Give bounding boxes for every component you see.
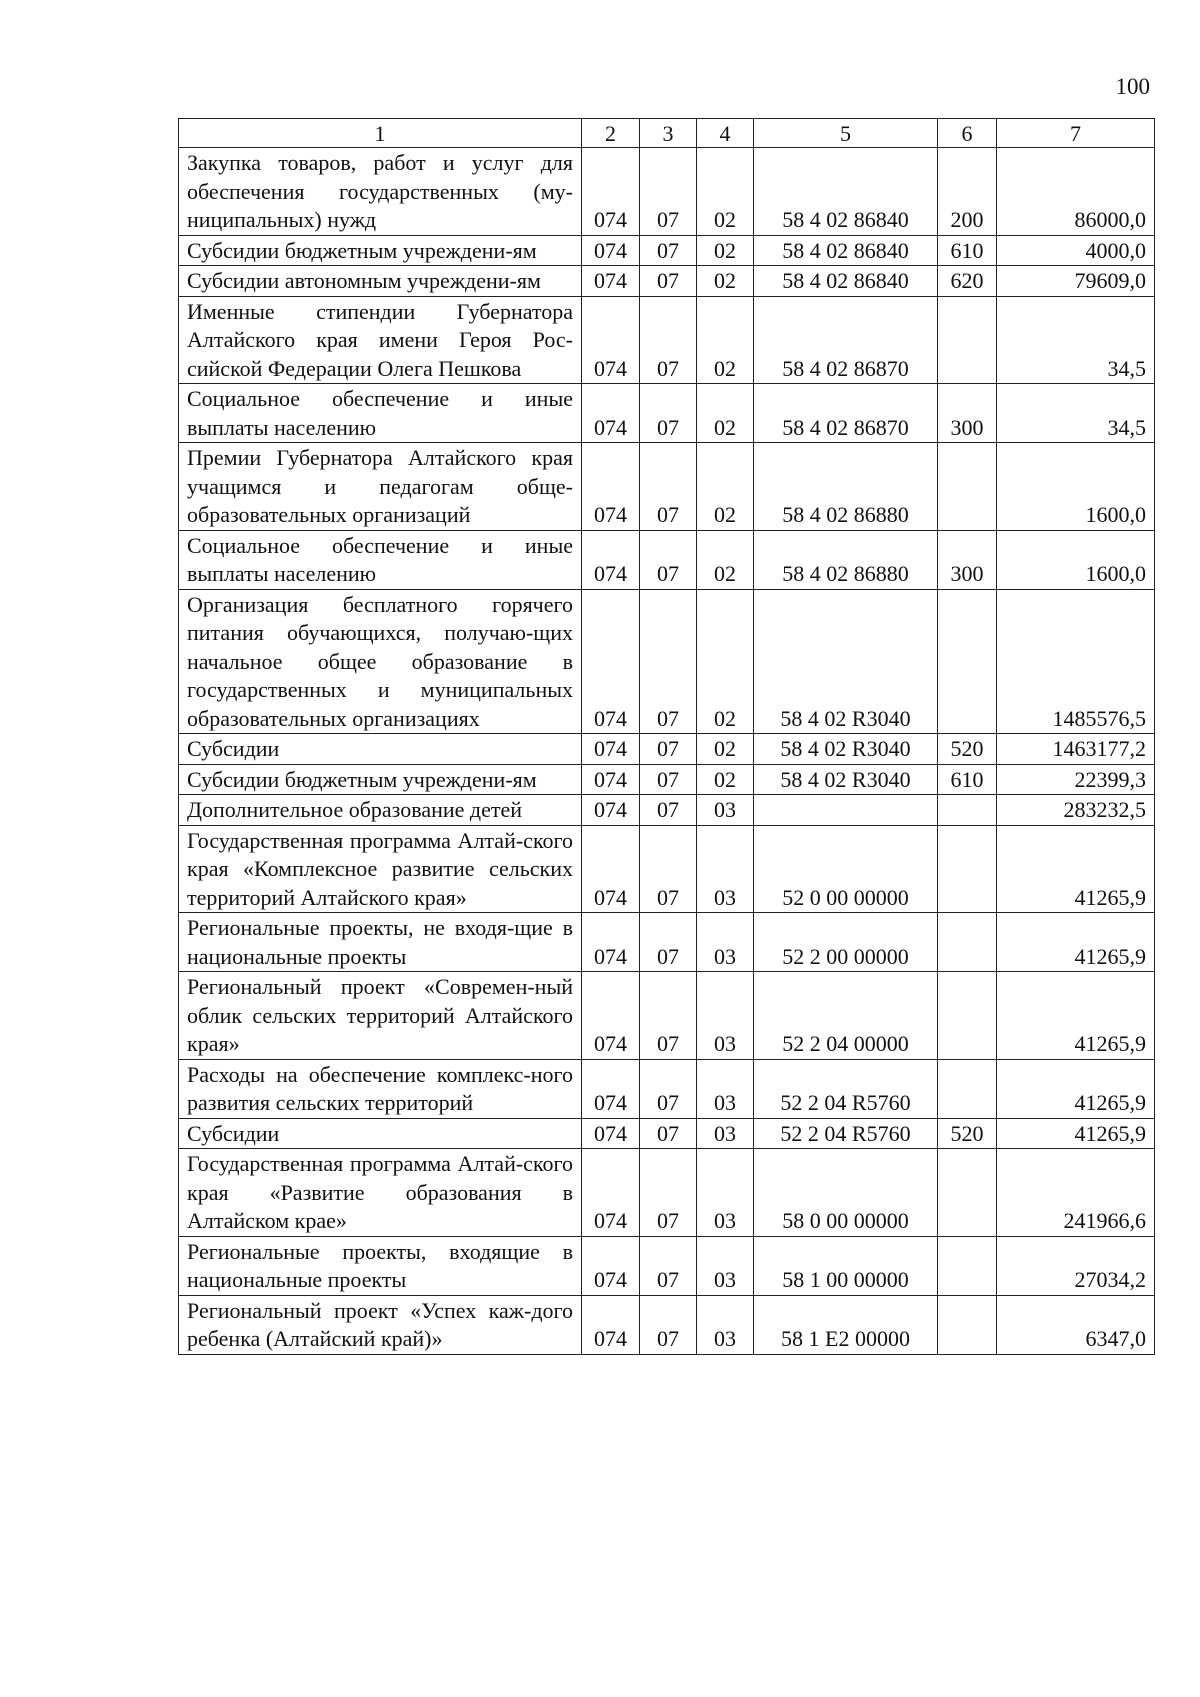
- row-expense-type: [938, 443, 997, 531]
- row-target-code: [754, 795, 938, 826]
- row-amount: 6347,0: [997, 1295, 1155, 1354]
- row-subsection-code: 02: [697, 530, 754, 589]
- row-section-code: 07: [640, 235, 697, 266]
- header-col-2: 2: [582, 119, 640, 148]
- table-row: [179, 1295, 1155, 1354]
- row-target-code: 52 2 04 00000: [754, 972, 938, 1060]
- row-section-code: 07: [640, 296, 697, 384]
- row-section-code: 07: [640, 384, 697, 443]
- row-ministry-code: 074: [582, 235, 640, 266]
- row-target-code: 58 1 00 00000: [754, 1236, 938, 1295]
- row-amount: 34,5: [997, 384, 1155, 443]
- row-name: Расходы на обеспечение комплекс-ного развития сельских территорий: [179, 1059, 582, 1118]
- table-row: [179, 795, 1155, 826]
- row-expense-type: [938, 795, 997, 826]
- row-target-code: 58 1 E2 00000: [754, 1295, 938, 1354]
- row-amount: 4000,0: [997, 235, 1155, 266]
- row-ministry-code: 074: [582, 795, 640, 826]
- row-expense-type: [938, 972, 997, 1060]
- row-ministry-code: 074: [582, 296, 640, 384]
- row-target-code: 52 2 04 R5760: [754, 1059, 938, 1118]
- row-section-code: 07: [640, 972, 697, 1060]
- row-expense-type: 610: [938, 764, 997, 795]
- row-amount: 1600,0: [997, 530, 1155, 589]
- row-expense-type: 300: [938, 530, 997, 589]
- row-subsection-code: 02: [697, 443, 754, 531]
- row-section-code: 07: [640, 443, 697, 531]
- row-section-code: 07: [640, 825, 697, 913]
- row-expense-type: [938, 1236, 997, 1295]
- row-subsection-code: 03: [697, 825, 754, 913]
- row-section-code: 07: [640, 589, 697, 734]
- row-name: Государственная программа Алтай-ского края «Развитие образования в Алтайском крае»: [179, 1149, 582, 1237]
- row-name: Субсидии бюджетным учреждени-ям: [179, 235, 582, 266]
- row-amount: 27034,2: [997, 1236, 1155, 1295]
- row-section-code: 07: [640, 530, 697, 589]
- row-amount: 1463177,2: [997, 734, 1155, 765]
- header-col-7: 7: [997, 119, 1155, 148]
- row-ministry-code: 074: [582, 972, 640, 1060]
- table-row: [179, 1149, 1155, 1237]
- table-row: [179, 972, 1155, 1060]
- row-ministry-code: 074: [582, 266, 640, 297]
- row-target-code: 58 4 02 86870: [754, 384, 938, 443]
- header-col-5: 5: [754, 119, 938, 148]
- row-section-code: 07: [640, 795, 697, 826]
- table-row: [179, 913, 1155, 972]
- row-ministry-code: 074: [582, 443, 640, 531]
- row-amount: 1485576,5: [997, 589, 1155, 734]
- row-expense-type: 620: [938, 266, 997, 297]
- row-section-code: 07: [640, 734, 697, 765]
- row-section-code: 07: [640, 1118, 697, 1149]
- row-subsection-code: 02: [697, 384, 754, 443]
- row-target-code: 52 2 00 00000: [754, 913, 938, 972]
- row-expense-type: [938, 1295, 997, 1354]
- row-name: Социальное обеспечение и иные выплаты населению: [179, 384, 582, 443]
- row-subsection-code: 03: [697, 1059, 754, 1118]
- row-target-code: 58 4 02 86880: [754, 443, 938, 531]
- budget-table: [178, 118, 1155, 1355]
- row-section-code: 07: [640, 266, 697, 297]
- row-subsection-code: 03: [697, 913, 754, 972]
- row-name: Организация бесплатного горячего питания обучающихся, получаю-щих начальное общее образование в государственных и муниципальных образовательных организациях: [179, 589, 582, 734]
- table-row: [179, 764, 1155, 795]
- header-row: [179, 119, 1155, 148]
- row-target-code: 58 4 02 R3040: [754, 589, 938, 734]
- row-ministry-code: 074: [582, 1236, 640, 1295]
- row-subsection-code: 03: [697, 1295, 754, 1354]
- table-row: [179, 530, 1155, 589]
- row-ministry-code: 074: [582, 764, 640, 795]
- header-col-6: 6: [938, 119, 997, 148]
- row-target-code: 52 2 04 R5760: [754, 1118, 938, 1149]
- row-section-code: 07: [640, 764, 697, 795]
- row-name: Дополнительное образование детей: [179, 795, 582, 826]
- row-ministry-code: 074: [582, 589, 640, 734]
- row-subsection-code: 02: [697, 589, 754, 734]
- row-subsection-code: 02: [697, 148, 754, 236]
- row-ministry-code: 074: [582, 1118, 640, 1149]
- table-row: [179, 443, 1155, 531]
- table-row: [179, 1118, 1155, 1149]
- table-row: [179, 1236, 1155, 1295]
- row-ministry-code: 074: [582, 530, 640, 589]
- row-expense-type: [938, 1059, 997, 1118]
- row-ministry-code: 074: [582, 1295, 640, 1354]
- row-expense-type: 300: [938, 384, 997, 443]
- row-ministry-code: 074: [582, 148, 640, 236]
- row-subsection-code: 03: [697, 1236, 754, 1295]
- row-subsection-code: 02: [697, 235, 754, 266]
- table-row: [179, 148, 1155, 236]
- row-expense-type: 610: [938, 235, 997, 266]
- table-row: [179, 1059, 1155, 1118]
- row-amount: 241966,6: [997, 1149, 1155, 1237]
- row-name: Субсидии: [179, 1118, 582, 1149]
- row-ministry-code: 074: [582, 1149, 640, 1237]
- table-row: [179, 384, 1155, 443]
- row-amount: 41265,9: [997, 825, 1155, 913]
- row-subsection-code: 03: [697, 1118, 754, 1149]
- row-section-code: 07: [640, 913, 697, 972]
- table-body: [179, 148, 1155, 1355]
- row-amount: 41265,9: [997, 1118, 1155, 1149]
- row-expense-type: 520: [938, 734, 997, 765]
- row-name: Социальное обеспечение и иные выплаты населению: [179, 530, 582, 589]
- row-expense-type: [938, 296, 997, 384]
- row-name: Региональный проект «Успех каж-дого ребенка (Алтайский край)»: [179, 1295, 582, 1354]
- row-expense-type: [938, 589, 997, 734]
- row-name: Региональные проекты, входящие в национальные проекты: [179, 1236, 582, 1295]
- row-subsection-code: 03: [697, 972, 754, 1060]
- row-amount: 79609,0: [997, 266, 1155, 297]
- header-col-1: 1: [179, 119, 582, 148]
- row-ministry-code: 074: [582, 1059, 640, 1118]
- row-name: Региональный проект «Современ-ный облик сельских территорий Алтайского края»: [179, 972, 582, 1060]
- table-row: [179, 825, 1155, 913]
- row-ministry-code: 074: [582, 384, 640, 443]
- row-subsection-code: 02: [697, 764, 754, 795]
- row-amount: 41265,9: [997, 972, 1155, 1060]
- row-expense-type: [938, 913, 997, 972]
- table-row: [179, 235, 1155, 266]
- row-amount: 34,5: [997, 296, 1155, 384]
- row-amount: 1600,0: [997, 443, 1155, 531]
- row-expense-type: 200: [938, 148, 997, 236]
- row-amount: 283232,5: [997, 795, 1155, 826]
- row-name: Региональные проекты, не входя-щие в национальные проекты: [179, 913, 582, 972]
- row-amount: 41265,9: [997, 913, 1155, 972]
- row-target-code: 58 4 02 86880: [754, 530, 938, 589]
- header-col-3: 3: [640, 119, 697, 148]
- row-amount: 41265,9: [997, 1059, 1155, 1118]
- row-section-code: 07: [640, 148, 697, 236]
- row-target-code: 52 0 00 00000: [754, 825, 938, 913]
- row-amount: 22399,3: [997, 764, 1155, 795]
- table-row: [179, 266, 1155, 297]
- row-target-code: 58 4 02 R3040: [754, 764, 938, 795]
- row-name: Субсидии бюджетным учреждени-ям: [179, 764, 582, 795]
- row-name: Субсидии: [179, 734, 582, 765]
- row-target-code: 58 4 02 86840: [754, 266, 938, 297]
- row-name: Субсидии автономным учреждени-ям: [179, 266, 582, 297]
- row-ministry-code: 074: [582, 913, 640, 972]
- row-ministry-code: 074: [582, 825, 640, 913]
- row-name: Премии Губернатора Алтайского края учащимся и педагогам обще-образовательных организаций: [179, 443, 582, 531]
- row-subsection-code: 03: [697, 1149, 754, 1237]
- row-expense-type: 520: [938, 1118, 997, 1149]
- row-target-code: 58 4 02 86870: [754, 296, 938, 384]
- row-expense-type: [938, 825, 997, 913]
- table-row: [179, 589, 1155, 734]
- row-section-code: 07: [640, 1149, 697, 1237]
- row-section-code: 07: [640, 1236, 697, 1295]
- row-subsection-code: 03: [697, 795, 754, 826]
- row-subsection-code: 02: [697, 266, 754, 297]
- row-expense-type: [938, 1149, 997, 1237]
- row-target-code: 58 4 02 86840: [754, 148, 938, 236]
- row-target-code: 58 4 02 R3040: [754, 734, 938, 765]
- table-row: [179, 296, 1155, 384]
- row-target-code: 58 0 00 00000: [754, 1149, 938, 1237]
- row-amount: 86000,0: [997, 148, 1155, 236]
- row-name: Закупка товаров, работ и услуг для обеспечения государственных (му-ниципальных) нужд: [179, 148, 582, 236]
- row-subsection-code: 02: [697, 296, 754, 384]
- row-target-code: 58 4 02 86840: [754, 235, 938, 266]
- table-row: [179, 734, 1155, 765]
- row-ministry-code: 074: [582, 734, 640, 765]
- row-section-code: 07: [640, 1059, 697, 1118]
- header-col-4: 4: [697, 119, 754, 148]
- row-subsection-code: 02: [697, 734, 754, 765]
- row-name: Именные стипендии Губернатора Алтайского края имени Героя Рос-сийской Федерации Олега Пешкова: [179, 296, 582, 384]
- row-section-code: 07: [640, 1295, 697, 1354]
- row-name: Государственная программа Алтай-ского края «Комплексное развитие сельских территорий Алтайского края»: [179, 825, 582, 913]
- page-number: 100: [1115, 74, 1150, 99]
